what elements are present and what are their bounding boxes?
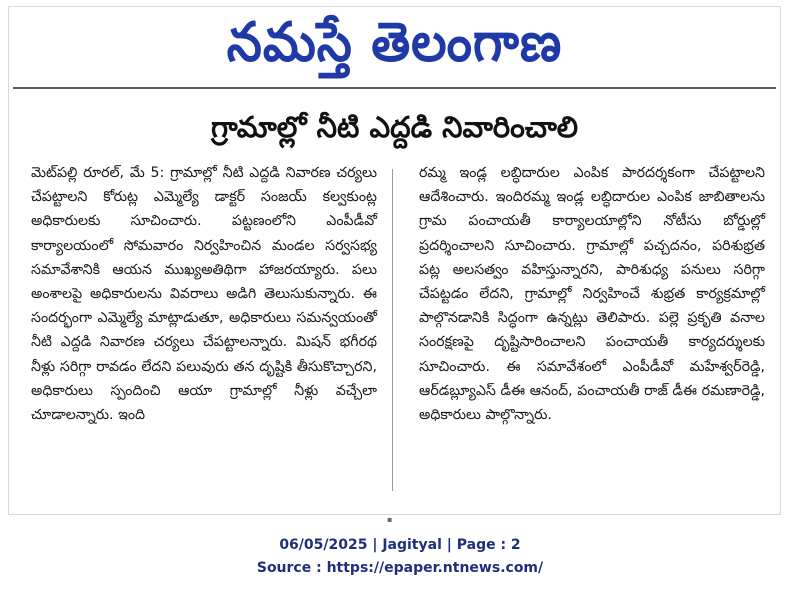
article-column-right: రమ్మ ఇండ్ల లబ్ధిదారుల ఎంపిక పారదర్శకంగా చేపట్టాలని ఆదేశించారు. ఇందిరమ్మ ఇండ్ల లబ్ధిదారుల ఎంపిక జాబితాలను గ్రామ పంచాయతీ కార్యాలయాల్లోని నోటీసు బోర్డుల్లో ప్రదర్శించాలని సూచించారు. గ్రామాల్లో పచ్చదనం, పరిశుభ్రత పట్ల అలసత్వం వహిస్తున్నారని, పారిశుధ్య పనులు సరిగ్గా చేపట్టడం లేదని, గ్రామాల్లో నిర్వహించే శుభ్రత కార్యక్రమాల్లో పాల్గొనడానికి సిద్ధంగా ఉన్నట్లు తెలిపారు. పల్లె ప్రకృతి వనాల సంరక్షణపై దృష్టిసారించాలని పంచాయతీ కార్యదర్శులకు సూచించారు. ఈ సమావేశంలో ఎంపీడీవో మహేశ్వర్‌రెడ్డి, ఆర్‌డబ్ల్యూఎస్ డీఈ ఆనంద్, పంచాయతీ రాజ్ డీఈ రమణారెడ్డి, అధికారులు పాల్గొన్నారు. <box>419 165 765 424</box>
clipping-date-edition: 06/05/2025 | Jagityal | Page : 2 <box>279 537 521 553</box>
article-column-left: మెట్‌పల్లి రూరల్, మే 5: గ్రామాల్లో నీటి ఎద్దడి నివారణ చర్యలు చేపట్టాలని కోరుట్ల ఎమ్మెల్యే డాక్టర్ సంజయ్ కల్వకుంట్ల అధికారులకు సూచించారు. పట్టణంలోని ఎంపీడీవో కార్యాలయంలో సోమవారం నిర్వహించిన మండల సర్వసభ్య సమావేశానికి ఆయన ముఖ్యఅతిథిగా హాజరయ్యారు. పలు అంశాలపై అధికారులను వివరాలు అడిగి తెలుసుకున్నారు. ఈ సందర్భంగా ఎమ్మెల్యే మాట్లాడుతూ, అధికారులు సమన్వయంతో నీటి ఎద్దడి నివారణ చర్యలు చేపట్టాలన్నారు. మిషన్ భగీరథ నీళ్లు సరిగ్గా రావడం లేదని పలువురు తన దృష్టికి తీసుకొచ్చారని, అధికారులు స్పందించి ఆయా గ్రామాల్లో నీళ్లు వచ్చేలా చూడాలన్నారు. ఇంది <box>31 165 377 424</box>
article-body <box>31 161 765 427</box>
column-divider <box>392 169 393 491</box>
masthead-divider <box>13 87 776 89</box>
article-headline: గ్రామాల్లో నీటి ఎద్దడి నివారించాలి <box>210 110 579 144</box>
clipping-source: Source : https://epaper.ntnews.com/ <box>256 560 544 576</box>
column-end-mark: ▪ <box>387 515 393 524</box>
masthead-logo: నమస్తే తెలంగాణ <box>226 10 563 74</box>
newspaper-clipping <box>8 6 781 524</box>
